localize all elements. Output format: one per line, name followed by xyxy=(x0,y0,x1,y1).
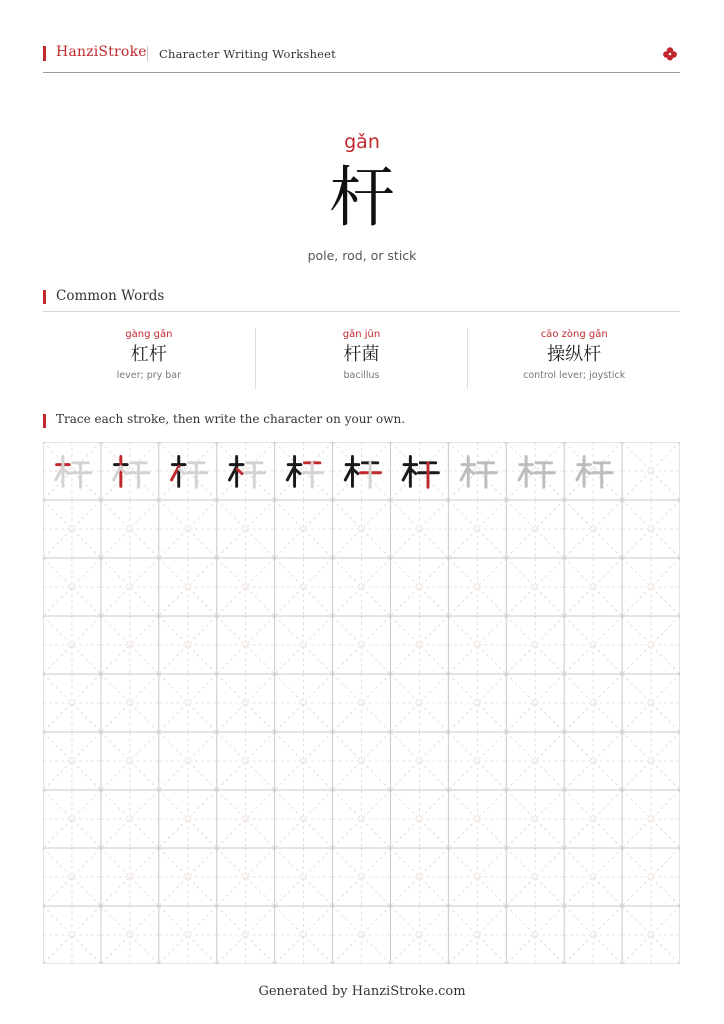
practice-cell[interactable] xyxy=(43,500,101,558)
practice-cell[interactable] xyxy=(448,500,506,558)
practice-cell[interactable] xyxy=(333,674,391,732)
practice-cell[interactable] xyxy=(506,848,564,906)
practice-cell[interactable] xyxy=(390,790,448,848)
practice-cell[interactable] xyxy=(622,790,680,848)
practice-cell[interactable] xyxy=(390,442,448,500)
practice-cell[interactable] xyxy=(506,442,564,500)
practice-cell[interactable] xyxy=(159,790,217,848)
hero-pinyin: gǎn xyxy=(344,131,380,153)
practice-cell[interactable] xyxy=(622,442,680,500)
practice-cell[interactable] xyxy=(390,906,448,964)
footer-credit: Generated by HanziStroke.com xyxy=(258,984,466,999)
practice-cell[interactable] xyxy=(448,790,506,848)
practice-cell[interactable] xyxy=(564,616,622,674)
practice-cell[interactable] xyxy=(275,558,333,616)
word-characters: 杆菌 xyxy=(343,344,380,365)
practice-cell[interactable] xyxy=(217,500,275,558)
word-meaning: lever; pry bar xyxy=(116,370,182,381)
word-card xyxy=(255,328,468,389)
practice-cell[interactable] xyxy=(448,732,506,790)
practice-cell[interactable] xyxy=(159,848,217,906)
section-accent-bar xyxy=(43,414,46,428)
practice-cell[interactable] xyxy=(506,500,564,558)
practice-cell[interactable] xyxy=(43,790,101,848)
practice-cell[interactable] xyxy=(159,500,217,558)
practice-cell[interactable] xyxy=(622,500,680,558)
practice-cell[interactable] xyxy=(333,732,391,790)
word-characters: 杠杆 xyxy=(130,344,167,365)
practice-cell[interactable] xyxy=(101,906,159,964)
practice-cell[interactable] xyxy=(448,442,506,500)
character-hero xyxy=(0,128,724,263)
brand-name[interactable]: HanziStroke xyxy=(56,44,147,60)
practice-cell[interactable] xyxy=(43,674,101,732)
practice-cell[interactable] xyxy=(275,674,333,732)
practice-cell[interactable] xyxy=(564,906,622,964)
practice-cell[interactable] xyxy=(43,732,101,790)
practice-cell[interactable] xyxy=(217,848,275,906)
practice-cell[interactable] xyxy=(333,442,391,500)
practice-cell[interactable] xyxy=(333,790,391,848)
practice-instruction: Trace each stroke, then write the character on your own. xyxy=(56,412,406,426)
practice-cell[interactable] xyxy=(159,616,217,674)
practice-cell[interactable] xyxy=(448,558,506,616)
practice-cell[interactable] xyxy=(101,848,159,906)
word-meaning: bacillus xyxy=(343,370,380,381)
practice-cell[interactable] xyxy=(390,848,448,906)
practice-cell[interactable] xyxy=(43,616,101,674)
hero-meaning: pole, rod, or stick xyxy=(307,248,417,263)
practice-cell[interactable] xyxy=(159,906,217,964)
practice-cell[interactable] xyxy=(217,906,275,964)
practice-cell[interactable] xyxy=(43,442,101,500)
word-card xyxy=(467,328,680,389)
practice-cell[interactable] xyxy=(333,500,391,558)
practice-cell[interactable] xyxy=(506,790,564,848)
flower-icon xyxy=(662,46,678,62)
practice-cell[interactable] xyxy=(564,558,622,616)
practice-cell[interactable] xyxy=(390,732,448,790)
practice-cell[interactable] xyxy=(275,732,333,790)
practice-cell[interactable] xyxy=(448,616,506,674)
header-divider xyxy=(147,46,148,61)
word-pinyin: gǎn jūn xyxy=(342,329,381,340)
practice-cell[interactable] xyxy=(101,790,159,848)
practice-cell[interactable] xyxy=(390,558,448,616)
practice-grid-svg[interactable] xyxy=(43,442,680,964)
word-pinyin: gàng gǎn xyxy=(125,329,173,340)
worksheet-header xyxy=(43,43,680,73)
practice-cell[interactable] xyxy=(622,558,680,616)
word-meaning: control lever; joystick xyxy=(523,370,626,381)
practice-cell[interactable] xyxy=(101,558,159,616)
practice-cell[interactable] xyxy=(622,616,680,674)
practice-cell[interactable] xyxy=(506,616,564,674)
worksheet-subtitle: Character Writing Worksheet xyxy=(159,47,337,61)
practice-cell[interactable] xyxy=(622,674,680,732)
word-card xyxy=(43,328,255,389)
practice-cell[interactable] xyxy=(101,616,159,674)
practice-cell[interactable] xyxy=(217,442,275,500)
practice-cell[interactable] xyxy=(101,500,159,558)
practice-cell[interactable] xyxy=(275,500,333,558)
practice-cell[interactable] xyxy=(101,442,159,500)
practice-cell[interactable] xyxy=(506,732,564,790)
practice-cell[interactable] xyxy=(390,500,448,558)
word-pinyin: cāo zòng gǎn xyxy=(540,329,608,340)
practice-cell[interactable] xyxy=(506,674,564,732)
practice-cell[interactable] xyxy=(333,848,391,906)
common-words-rule xyxy=(43,311,680,312)
practice-cell[interactable] xyxy=(217,558,275,616)
practice-cell[interactable] xyxy=(506,558,564,616)
practice-cell[interactable] xyxy=(448,906,506,964)
practice-cell[interactable] xyxy=(564,674,622,732)
practice-cell[interactable] xyxy=(333,906,391,964)
practice-cell[interactable] xyxy=(564,500,622,558)
hero-character: 杆 xyxy=(329,159,395,236)
common-words-list xyxy=(43,328,680,389)
practice-cell[interactable] xyxy=(275,616,333,674)
practice-cell[interactable] xyxy=(159,558,217,616)
practice-cell[interactable] xyxy=(564,790,622,848)
practice-cell[interactable] xyxy=(159,442,217,500)
common-words-title: Common Words xyxy=(56,288,165,304)
practice-cell[interactable] xyxy=(390,674,448,732)
practice-cell[interactable] xyxy=(564,732,622,790)
practice-cell[interactable] xyxy=(333,616,391,674)
practice-cell[interactable] xyxy=(217,732,275,790)
practice-cell[interactable] xyxy=(506,906,564,964)
practice-cell[interactable] xyxy=(275,848,333,906)
practice-cell[interactable] xyxy=(333,558,391,616)
practice-cell[interactable] xyxy=(43,906,101,964)
practice-cell[interactable] xyxy=(159,674,217,732)
practice-cell[interactable] xyxy=(217,616,275,674)
practice-cell[interactable] xyxy=(217,674,275,732)
practice-cell[interactable] xyxy=(275,906,333,964)
practice-cell[interactable] xyxy=(448,674,506,732)
practice-cell[interactable] xyxy=(159,732,217,790)
header-rule xyxy=(43,72,680,73)
practice-cell[interactable] xyxy=(101,732,159,790)
practice-cell[interactable] xyxy=(275,442,333,500)
practice-cell[interactable] xyxy=(390,616,448,674)
practice-cell[interactable] xyxy=(564,848,622,906)
practice-cell[interactable] xyxy=(217,790,275,848)
section-accent-bar xyxy=(43,290,46,304)
practice-cell[interactable] xyxy=(622,848,680,906)
practice-cell[interactable] xyxy=(564,442,622,500)
word-characters: 操纵杆 xyxy=(547,344,602,365)
practice-cell[interactable] xyxy=(43,848,101,906)
practice-cell[interactable] xyxy=(275,790,333,848)
practice-cell[interactable] xyxy=(43,558,101,616)
practice-cell[interactable] xyxy=(622,906,680,964)
practice-grid[interactable] xyxy=(43,442,680,964)
practice-cell[interactable] xyxy=(101,674,159,732)
practice-cell[interactable] xyxy=(448,848,506,906)
brand-accent-bar xyxy=(43,46,46,61)
practice-cell[interactable] xyxy=(622,732,680,790)
